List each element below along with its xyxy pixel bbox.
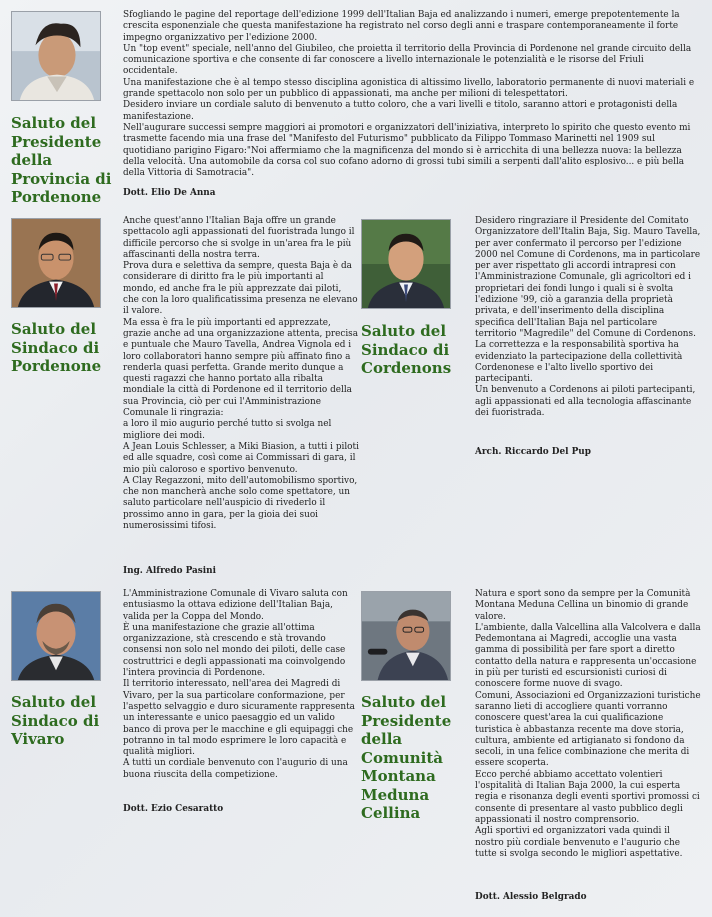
signature-sindaco-vivaro: Dott. Ezio Cesaratto [123, 804, 224, 814]
portrait-photo-sindaco-vivaro [11, 591, 101, 681]
portrait-photo-sindaco-pordenone [11, 218, 101, 308]
paragraph: L'Amministrazione Comunale di Vivaro saluta con entusiasmo la ottava edizione dell'Italian Baja, valida per la Coppa del Mondo. [123, 589, 348, 622]
paragraph: Comuni, Associazioni ed Organizzazioni turistiche saranno lieti di accogliere quanti vorranno conoscere quest'area la cui qualificazione turistica è abbastanza recente ma dove storia, cultura, ambiente ed artigianato si fondono da secoli, in una felice combinazione che merita di essere scoperta. [475, 690, 701, 769]
paragraph: Prova dura e selettiva da sempre, questa Baja è da considerare di diritto fra le più importanti al mondo, ed anche fra le più apprezzate dai piloti, che con la loro qualificatissima presenza ne elevano il valore. [123, 261, 358, 317]
signature-sindaco-pordenone: Ing. Alfredo Pasini [123, 566, 216, 576]
text-sindaco-vivaro [123, 589, 359, 781]
paragraph: Un "top event" speciale, nell'anno del Giubileo, che proietta il territorio della Provincia di Pordenone nel grande circuito della comunicazione sportiva e che consente di far conoscere a livello internazionale le potenzialità e le risorse del Friuli occidentale. [123, 43, 692, 77]
title-comunita-montana: Saluto del Presidente della Comunità Montana Meduna Cellina [361, 693, 452, 822]
paragraph: Ma essa è fra le più importanti ed apprezzate, grazie anche ad una organizzazione attenta, precisa e puntuale che Mauro Tavella, Andrea Vignola ed i loro collaboratori hanno sempre più affinato fino a renderla quasi perfetta. Grande merito dunque a questi ragazzi che hanno portato alla ribalta mondiale la città di Pordenone ed il territorio della sua Provincia, ciò per cui l'Amministrazione Comunale li ringrazia: [123, 317, 359, 419]
title-sindaco-vivaro: Saluto del Sindaco di Vivaro [11, 693, 100, 748]
portrait-photo-sindaco-cordenons [361, 219, 451, 309]
paragraph: A tutti un cordiale benvenuto con l'augurio di una buona riuscita della competizione. [123, 758, 348, 780]
paragraph: Una manifestazione che è al tempo stesso disciplina agonistica di altissimo livello, laboratorio permanente di nuovi materiali e grande spettacolo non solo per un pubblico di appassionati, ma anche per milioni di telespettatori. [123, 77, 695, 100]
paragraph: A Clay Regazzoni, mito dell'automobilismo sportivo, che non mancherà anche solo come spettatore, un saluto particolare nell'auspicio di rivederlo il prossimo anno in gara, per la gioia dei suoi numerosissimi tifosi. [123, 475, 358, 532]
paragraph: Agli sportivi ed organizzatori vada quindi il nostro più cordiale benvenuto e l'augurio che tutte si svolga secondo le migliori aspettative. [475, 826, 683, 859]
paragraph: Il territorio interessato, nell'area dei Magredi di Vivaro, per la sua particolare conformazione, per l'aspetto selvaggio e duro sicuramente rappresenta un interessante e unico paesaggio ed un valido banco di prova per le macchine e gli equipaggi che potranno in tal modo esprimere le loro capacità e qualità migliori. [123, 679, 355, 758]
paragraph: Sfogliando le pagine del reportage dell'edizione 1999 dell'Italian Baja ed analizzando i numeri, emerge prepotentemente la crescita esponenziale che questa manifestazione ha registrato nel corso degli anni e traspare contemporaneamente il forte impegno organizzativo per l'edizione 2000. [123, 10, 680, 43]
paragraph: La correttezza e la responsabilità sportiva ha evidenziato la partecipazione della collettività Cordenonese e l'alto livello sportivo dei partecipanti. [475, 340, 683, 385]
paragraph: Desidero ringraziare il Presidente del Comitato Organizzatore dell'Italin Baja, Sig. Mauro Tavella, per aver confermato il percorso per l'edizione 2000 nel Comune di Cordenons, ma in particolare per aver rispettato gli accordi intrapresi con l'Amministrazione Comunale, gli agricoltori ed i proprietari dei fondi lungo i quali si è svolta l'edizione '99, ciò a garanzia della proprietà privata, e dell'inserimento della disciplina specifica dell'Italian Baja nel particolare territorio "Magredile" del Comune di Cordenons. [475, 216, 701, 339]
portrait-image [362, 592, 450, 680]
paragraph: Ecco perché abbiamo accettato volentieri l'ospitalità di Italian Baja 2000, la cui esperta regia e risonanza degli eventi sportivi promossi ci consente di presentare al vasto pubblico degli appassionati il nostro comprensorio. [475, 769, 700, 825]
paragraph: Desidero inviare un cordiale saluto di benvenuto a tutto coloro, che a vari livelli e titolo, saranno attori e protagonisti della manifestazione. [123, 100, 678, 122]
paragraph: È una manifestazione che grazie all'ottima organizzazione, stà crescendo e stà trovando consensi non solo nel mondo dei piloti, delle case costruttrici e degli appassionati ma coinvolgendo l'intera provincia di Pordenone. [123, 622, 346, 679]
title-sindaco-pordenone: Saluto del Sindaco di Pordenone [11, 320, 102, 375]
text-sindaco-cordenons [475, 216, 701, 419]
portrait-image [12, 592, 100, 680]
title-provincia: Saluto del Presidente della Provincia di Pordenone [11, 114, 112, 206]
text-comunita-montana [475, 589, 701, 860]
paragraph: A Jean Louis Schlesser, a Miki Biasion, a tutti i piloti ed alle squadre, così come ai Commissari di gara, il mio più caloroso e sportivo benvenuto. [123, 441, 359, 475]
paragraph: a loro il mio augurio perché tutto si svolga nel migliore dei modi. [123, 419, 332, 441]
title-sindaco-cordenons: Saluto del Sindaco di Cordenons [361, 322, 452, 377]
paragraph: Anche quest'anno l'Italian Baja offre un grande spettacolo agli appassionati del fuoristrada lungo il difficile percorso che si svolge in un'area fra le più affascinanti della nostra terra. [123, 216, 355, 260]
signature-provincia: Dott. Elio De Anna [123, 188, 216, 198]
portrait-image [12, 219, 100, 307]
portrait-image [12, 12, 100, 100]
paragraph: L'ambiente, dalla Valcellina alla Valcolvera e dalla Pedemontana ai Magredi, accoglie una vasta gamma di possibilità per fare sport a diretto contatto della natura e rappresenta un'occasione in più per turisti ed escursionisti curiosi di conoscere forme nuove di svago. [475, 622, 701, 690]
text-sindaco-pordenone [123, 216, 359, 532]
paragraph: Nell'augurare successi sempre maggiori ai promotori e organizzatori dell'iniziativa, interpreto lo spirito che questo evento mi trasmette facendo mia una frase del "Manifesto del Futurismo" pubblicato da Filippo Tommaso Marinetti nel 1909 sul quotidiano parigino Figaro:"Noi affermiamo che la magnificenza del mondo si è arricchita di una bellezza nuova: la bellezza della velocità. Una automobile da corsa col suo cofano adorno di grossi tubi simili a serpenti dall'alito esplosivo... e più bella della Vittoria di Samotracia". [123, 122, 691, 179]
paragraph: Un benvenuto a Cordenons ai piloti partecipanti, agli appassionati ed alla tecnologia affascinante dei fuoristrada. [475, 385, 696, 419]
text-provincia [123, 10, 695, 179]
portrait-photo-comunita-montana [361, 591, 451, 681]
portrait-image [362, 220, 450, 308]
paragraph: Natura e sport sono da sempre per la Comunità Montana Meduna Cellina un binomio di grande valore. [475, 589, 691, 622]
signature-sindaco-cordenons: Arch. Riccardo Del Pup [475, 447, 591, 457]
portrait-photo-provincia [11, 11, 101, 101]
signature-comunita-montana: Dott. Alessio Belgrado [475, 892, 587, 902]
